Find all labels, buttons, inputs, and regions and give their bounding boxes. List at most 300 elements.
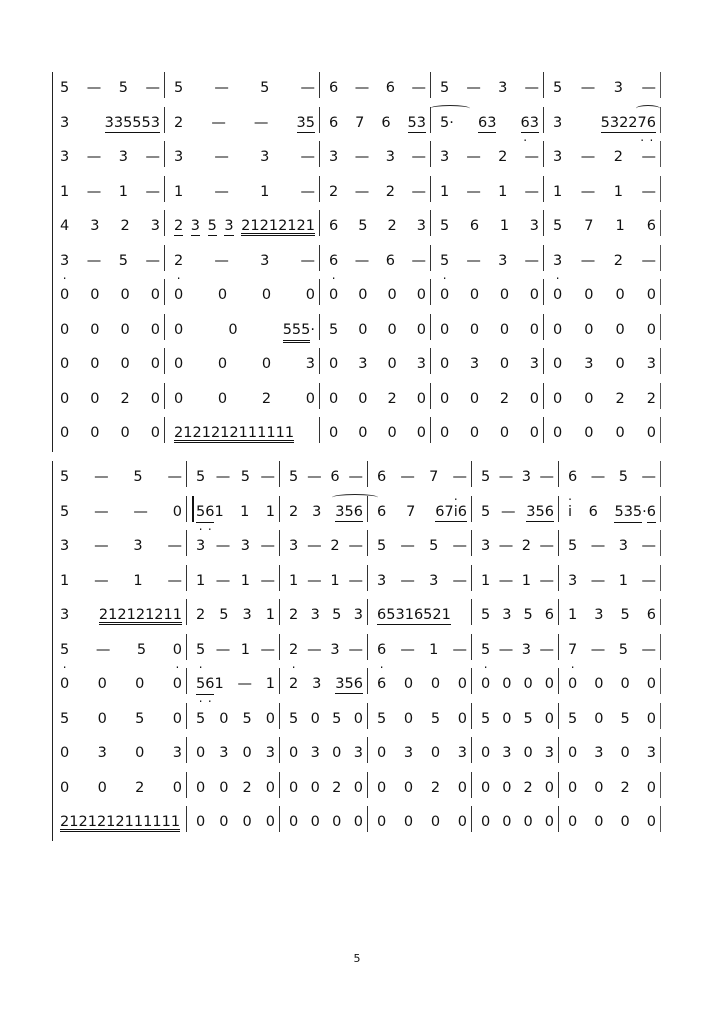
note-group	[404, 812, 413, 832]
note-group	[429, 467, 438, 487]
note-group	[214, 147, 229, 167]
staff-row	[0, 674, 714, 708]
bar-line	[558, 599, 559, 625]
note-group	[297, 113, 315, 133]
note: 0	[430, 676, 441, 692]
note: 5	[260, 80, 270, 96]
note-group	[218, 354, 227, 374]
note-group	[289, 812, 298, 832]
note-group	[621, 812, 630, 832]
note: 3	[312, 503, 322, 520]
note-group	[174, 147, 183, 167]
bar-line	[164, 245, 165, 271]
bar-line	[186, 806, 187, 832]
note: 4	[60, 218, 70, 234]
note-group	[553, 389, 562, 409]
note-group	[591, 467, 606, 487]
note-group	[502, 778, 511, 798]
note: 5	[440, 218, 450, 234]
note-group	[349, 640, 364, 660]
measure	[377, 605, 467, 625]
note: 1	[124, 814, 134, 830]
note: 1	[404, 607, 414, 623]
note-group	[568, 467, 577, 487]
note: 2	[278, 218, 288, 234]
note: 0	[387, 287, 397, 303]
measure	[568, 467, 656, 487]
note: 2	[619, 114, 629, 131]
note: 7	[444, 503, 454, 520]
measure	[196, 536, 275, 556]
note: 0	[219, 779, 229, 796]
note-group	[335, 674, 363, 694]
note: 3	[487, 114, 497, 131]
measure	[568, 812, 656, 832]
note-group	[594, 812, 603, 832]
note: 3	[60, 607, 70, 623]
note: —	[214, 80, 229, 96]
note: 1	[284, 425, 295, 441]
note: —	[641, 252, 656, 269]
note: 1	[521, 572, 531, 589]
note-group	[502, 812, 511, 832]
bar-line	[471, 461, 472, 487]
measure	[553, 182, 656, 202]
note: 0	[646, 676, 656, 692]
bar-line	[319, 348, 320, 374]
note: 3	[104, 114, 114, 131]
note-group	[60, 147, 69, 167]
note-group	[168, 536, 183, 556]
note: —	[260, 641, 275, 658]
note-group	[121, 354, 130, 374]
note: 3	[529, 114, 539, 131]
note-group	[90, 320, 99, 340]
note: 6	[377, 469, 387, 485]
note-group	[312, 502, 321, 522]
note-group	[377, 674, 386, 694]
note: 0	[305, 287, 315, 303]
measure	[60, 354, 160, 374]
note: 0	[568, 676, 578, 692]
bar-line	[543, 141, 544, 167]
note-group	[243, 812, 252, 832]
note: 0	[120, 287, 130, 303]
note-group	[121, 389, 130, 409]
note-group	[553, 320, 562, 340]
note: 3	[416, 356, 426, 372]
note-group	[329, 285, 338, 305]
note: 0	[90, 425, 100, 441]
note-group	[440, 389, 449, 409]
note-group	[224, 216, 233, 236]
note-group	[60, 285, 69, 305]
measure	[196, 502, 275, 522]
measure	[553, 147, 656, 167]
note-group	[260, 78, 269, 98]
note: —	[498, 572, 514, 589]
note-group	[481, 502, 490, 522]
note-group	[119, 147, 128, 167]
note-group	[377, 709, 386, 729]
note-group	[174, 78, 183, 98]
note-group	[530, 423, 539, 443]
note: —	[95, 641, 111, 658]
note: 3	[469, 356, 480, 372]
bar-line	[660, 737, 661, 763]
note: —	[211, 114, 226, 131]
note: 0	[120, 321, 130, 338]
note: 5	[481, 607, 491, 623]
bar-line	[279, 565, 280, 591]
note: —	[253, 114, 269, 131]
measure	[196, 467, 275, 487]
note-group	[545, 743, 554, 763]
note-group	[530, 320, 539, 340]
note: 1	[275, 425, 285, 441]
note: 1	[126, 607, 136, 623]
note: —	[580, 80, 596, 96]
note-group	[616, 285, 625, 305]
note-group	[614, 251, 623, 271]
note-group	[553, 251, 562, 271]
note-group	[241, 536, 250, 556]
bar-line	[279, 634, 280, 660]
note-group	[417, 216, 426, 236]
note: 5	[407, 114, 417, 131]
note-group	[522, 640, 531, 660]
note-group	[377, 778, 386, 798]
note: 0	[387, 321, 397, 338]
note-group	[458, 812, 467, 832]
note: 3 .	[553, 251, 562, 271]
note: 0	[353, 779, 363, 796]
note: —	[237, 676, 252, 692]
note-group	[218, 389, 227, 409]
bar-line	[660, 383, 661, 409]
note: —	[539, 538, 554, 554]
note: 0	[90, 356, 100, 372]
note-group	[417, 389, 426, 409]
note-group	[616, 216, 625, 236]
note: 0	[353, 814, 363, 830]
bar-line	[660, 772, 661, 798]
note-group	[647, 389, 656, 409]
note-group	[119, 182, 128, 202]
note: 0	[584, 321, 594, 338]
note: 5	[377, 538, 387, 554]
note: 3	[613, 80, 623, 96]
note-group	[121, 320, 130, 340]
staff-row	[0, 812, 714, 846]
note-group	[440, 216, 449, 236]
measure	[329, 147, 426, 167]
note: 0	[196, 814, 206, 830]
note-group	[647, 423, 656, 443]
note-group	[539, 467, 554, 487]
note: 3	[646, 356, 656, 372]
note: 2	[154, 607, 164, 623]
note: 5	[60, 503, 70, 520]
note-group	[647, 743, 656, 763]
note: 3	[416, 218, 426, 234]
staff-row	[0, 536, 714, 570]
note-group	[173, 640, 182, 660]
note-group	[355, 182, 370, 202]
measure	[553, 216, 656, 236]
note-group	[406, 502, 415, 522]
note: 2	[229, 425, 239, 441]
note: 3	[594, 607, 604, 623]
note: —	[498, 469, 514, 485]
note: 1	[240, 503, 250, 520]
bar-line	[430, 176, 431, 202]
note-group	[452, 536, 467, 556]
note: 5	[332, 710, 342, 727]
note-group	[174, 320, 183, 340]
note-group	[133, 467, 142, 487]
note: 3	[196, 538, 206, 554]
note: . i	[568, 502, 572, 522]
note-group	[481, 640, 490, 660]
note-group	[216, 536, 231, 556]
note: 6	[646, 607, 656, 623]
note-group	[591, 571, 606, 591]
note: 2	[613, 149, 623, 165]
note-group	[568, 778, 577, 798]
note: 0	[377, 779, 387, 796]
note: 5	[568, 538, 578, 554]
note: 0	[416, 390, 426, 407]
note-group	[470, 423, 479, 443]
bar-line	[279, 806, 280, 832]
note-group	[191, 216, 200, 236]
note: —	[580, 252, 596, 269]
note-group	[440, 285, 449, 305]
note: 0	[174, 390, 184, 407]
repeat-sign	[192, 496, 194, 522]
note: 0	[217, 287, 228, 303]
note: 5	[60, 710, 70, 727]
staff-row	[0, 285, 714, 319]
note-group	[196, 743, 205, 763]
note-group	[616, 320, 625, 340]
note: 6	[647, 502, 656, 523]
bar-line	[543, 245, 544, 271]
note-group	[243, 743, 252, 763]
note-group	[289, 571, 298, 591]
note: 1	[305, 218, 315, 234]
note: 3	[240, 538, 250, 554]
note: —	[524, 149, 539, 165]
note: 2	[174, 425, 184, 441]
note-group	[219, 812, 228, 832]
measure	[196, 743, 275, 763]
measure	[60, 147, 160, 167]
bar-line	[164, 141, 165, 167]
note-group	[621, 605, 630, 625]
note: 1	[499, 218, 510, 234]
note-group	[470, 354, 479, 374]
note-group	[466, 182, 481, 202]
note-group	[133, 502, 148, 522]
note-group	[641, 251, 656, 271]
note-group	[133, 536, 142, 556]
note-group	[499, 571, 514, 591]
note: 3	[502, 607, 512, 623]
note-group	[429, 571, 438, 591]
bar-line	[558, 634, 559, 660]
bar-line	[660, 703, 661, 729]
note: 5	[620, 607, 630, 623]
note: 3	[624, 502, 633, 523]
measure	[174, 285, 315, 305]
note: 0	[358, 425, 368, 441]
note-group	[214, 251, 229, 271]
note: 0	[217, 390, 228, 407]
note-group	[404, 674, 413, 694]
staff-row	[0, 78, 714, 112]
note: 0	[615, 287, 625, 303]
note: —	[214, 183, 229, 200]
note: —	[260, 469, 275, 485]
note: —	[400, 538, 415, 554]
note-group	[99, 605, 182, 625]
note: 3	[498, 80, 508, 96]
bar-line	[558, 530, 559, 556]
note: 2	[521, 538, 531, 554]
note-group	[524, 182, 539, 202]
note-group	[621, 674, 630, 694]
note-group	[173, 709, 182, 729]
note: 5	[305, 114, 315, 131]
note: 5	[219, 607, 229, 623]
measure	[377, 571, 467, 591]
note: 1	[257, 425, 267, 441]
note: 0	[196, 745, 206, 761]
measure	[60, 502, 182, 522]
note: 1	[247, 425, 258, 441]
note: 2	[430, 779, 441, 796]
note-group	[411, 147, 426, 167]
note-group	[530, 354, 539, 374]
note: 5	[123, 114, 133, 131]
note-group	[539, 536, 554, 556]
note-group	[440, 78, 449, 98]
note: 1	[220, 425, 230, 441]
note: 1	[172, 607, 182, 623]
note-group	[498, 251, 507, 271]
note: 0	[120, 425, 130, 441]
bar-line	[279, 772, 280, 798]
note-group	[208, 216, 217, 236]
note-group	[619, 571, 628, 591]
note-group	[60, 182, 69, 202]
measure	[440, 251, 539, 271]
note-group	[196, 605, 205, 625]
note-group	[647, 605, 656, 625]
note: 1	[265, 607, 275, 623]
note: 6	[544, 503, 554, 520]
note: 5	[332, 607, 342, 623]
note-group	[647, 812, 656, 832]
note-group	[621, 709, 630, 729]
note: 2	[387, 218, 397, 234]
bar-line	[660, 210, 661, 236]
note: 0	[150, 390, 160, 407]
note-group	[243, 605, 252, 625]
note: 3	[150, 218, 160, 234]
measure	[60, 605, 182, 625]
note: —	[86, 183, 102, 200]
note: —	[539, 572, 554, 589]
note: 0	[289, 779, 299, 796]
bar-line	[186, 496, 187, 522]
note: 3	[330, 641, 340, 658]
note-group	[219, 778, 228, 798]
note: 3	[312, 676, 322, 692]
note-group	[60, 812, 180, 832]
note: 0	[529, 390, 539, 407]
note-group	[377, 502, 386, 522]
note-group	[306, 354, 315, 374]
note-group	[386, 182, 395, 202]
note: —	[348, 469, 363, 485]
staff-row	[0, 182, 714, 216]
note-group	[266, 605, 275, 625]
note-group	[568, 743, 577, 763]
note: 0	[620, 745, 630, 761]
note: 3	[260, 252, 270, 269]
note-group	[614, 147, 623, 167]
note-group	[289, 605, 298, 625]
note: 0	[594, 676, 604, 692]
note: 3	[544, 745, 554, 761]
slur	[430, 105, 470, 112]
note: 6	[588, 503, 598, 520]
note: 2	[210, 425, 221, 441]
note-group	[500, 423, 509, 443]
measure	[481, 502, 554, 522]
note-group	[145, 147, 160, 167]
note: 0	[90, 287, 100, 303]
note: 0	[135, 676, 145, 692]
note: 0	[594, 710, 604, 727]
note: 0	[553, 287, 563, 303]
note: 2	[196, 607, 206, 623]
note-group	[289, 743, 298, 763]
note: 2	[135, 607, 146, 623]
bar-line	[164, 348, 165, 374]
note: 5	[633, 502, 642, 523]
note: —	[167, 538, 182, 554]
note: 1	[568, 607, 578, 623]
note-group	[173, 778, 182, 798]
note-group	[440, 320, 449, 340]
note: ·	[642, 503, 647, 520]
note: 0	[457, 710, 467, 727]
note-group	[311, 743, 320, 763]
note: 5	[135, 710, 145, 727]
note: 0	[646, 779, 656, 796]
note-group	[173, 743, 182, 763]
note: 5 .	[440, 251, 449, 271]
note: 1	[201, 425, 211, 441]
note: —	[411, 149, 426, 165]
measure	[377, 502, 467, 522]
note: 0	[553, 390, 563, 407]
measure	[377, 778, 467, 798]
